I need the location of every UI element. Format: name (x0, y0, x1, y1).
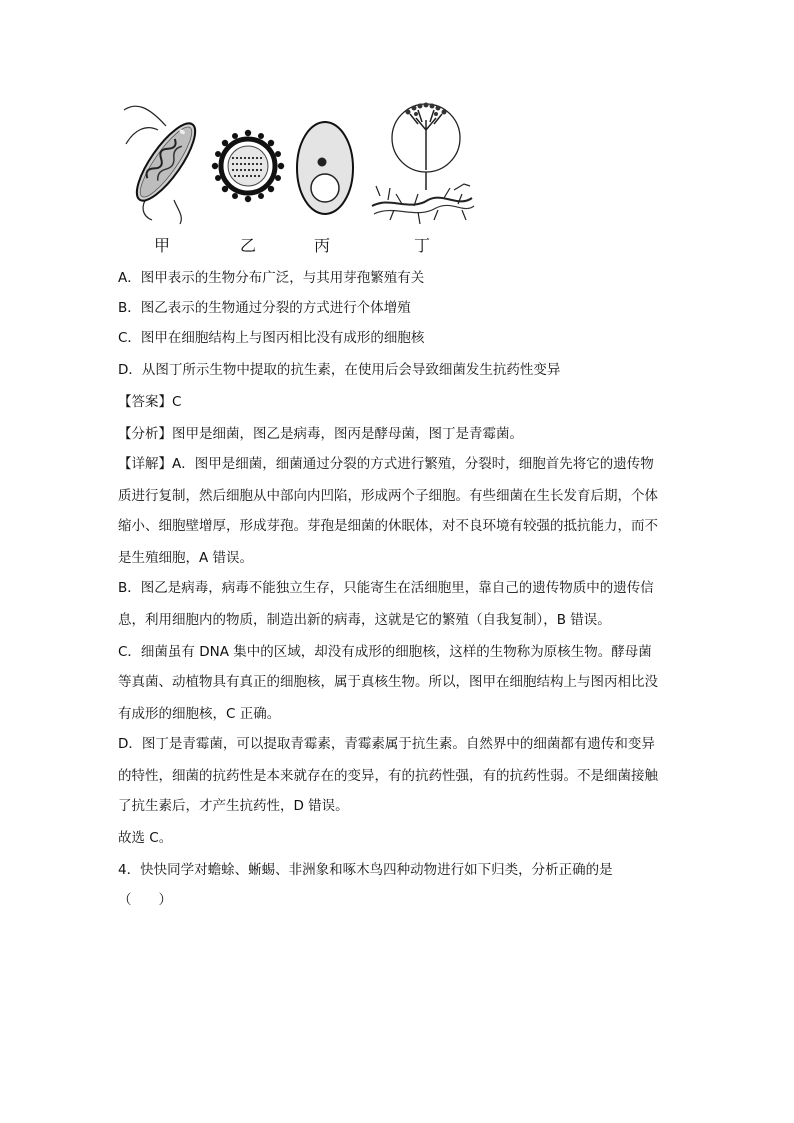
penicillium-illustration (372, 103, 474, 225)
explanation-line: 了抗生素后，才产生抗药性，D 错误。 (118, 798, 349, 814)
virus-illustration (212, 130, 284, 202)
figure-label-yi: 乙 (240, 236, 257, 255)
conclusion-line: 故选 C。 (118, 830, 173, 846)
organism-illustrations (118, 100, 478, 230)
explanation-line: 的特性，细菌的抗药性是本来就存在的变异，有的抗药性强，有的抗药性弱。不是细菌接触 (118, 768, 658, 784)
figure-organisms (118, 100, 478, 260)
option-a: A．图甲表示的生物分布广泛，与其用芽孢繁殖有关 (118, 270, 425, 286)
explanation-line: 有成形的细胞核，C 正确。 (118, 706, 281, 722)
figure-label-ding: 丁 (414, 236, 431, 255)
explanation-line: 等真菌、动植物具有真正的细胞核，属于真核生物。所以，图甲在细胞结构上与图丙相比没 (118, 674, 658, 690)
explanation-line: 是生殖细胞，A 错误。 (118, 550, 254, 566)
option-b: B．图乙表示的生物通过分裂的方式进行个体增殖 (118, 300, 411, 316)
explanation-line: 【详解】A．图甲是细菌，细菌通过分裂的方式进行繁殖，分裂时，细胞首先将它的遗传物 (118, 456, 654, 472)
explanation-line: 缩小、细胞壁增厚，形成芽孢。芽孢是细菌的休眠体，对不良环境有较强的抵抗能力，而不 (118, 518, 658, 534)
figure-label-jia: 甲 (154, 236, 171, 255)
question-4-stem: 4．快快同学对蟾蜍、蜥蜴、非洲象和啄木鸟四种动物进行如下归类，分析正确的是 (118, 862, 613, 878)
figure-label-bing: 丙 (314, 236, 331, 255)
explanation-line: C．细菌虽有 DNA 集中的区域，却没有成形的细胞核，这样的生物称为原核生物。酵母菌 (118, 644, 652, 660)
explanation-line: 息，利用细胞内的物质，制造出新的病毒，这就是它的繁殖（自我复制），B 错误。 (118, 612, 611, 628)
bacterium-illustration (124, 106, 205, 224)
explanation-line: D．图丁是青霉菌，可以提取青霉素，青霉素属于抗生素。自然界中的细菌都有遗传和变异 (118, 736, 655, 752)
explanation-line: B．图乙是病毒，病毒不能独立生存，只能寄生在活细胞里，靠自己的遗传物质中的遗传信 (118, 580, 654, 596)
explanation-line: 质进行复制，然后细胞从中部向内凹陷，形成两个子细胞。有些细菌在生长发育后期，个体 (118, 488, 658, 504)
analysis-line: 【分析】图甲是细菌，图乙是病毒，图丙是酵母菌，图丁是青霉菌。 (118, 426, 523, 442)
option-d: D．从图丁所示生物中提取的抗生素，在使用后会导致细菌发生抗药性变异 (118, 362, 561, 378)
question-4-blank: （ ） (118, 892, 172, 908)
option-c: C．图甲在细胞结构上与图丙相比没有成形的细胞核 (118, 330, 425, 346)
answer-line: 【答案】C (118, 394, 182, 410)
yeast-illustration (297, 122, 353, 214)
